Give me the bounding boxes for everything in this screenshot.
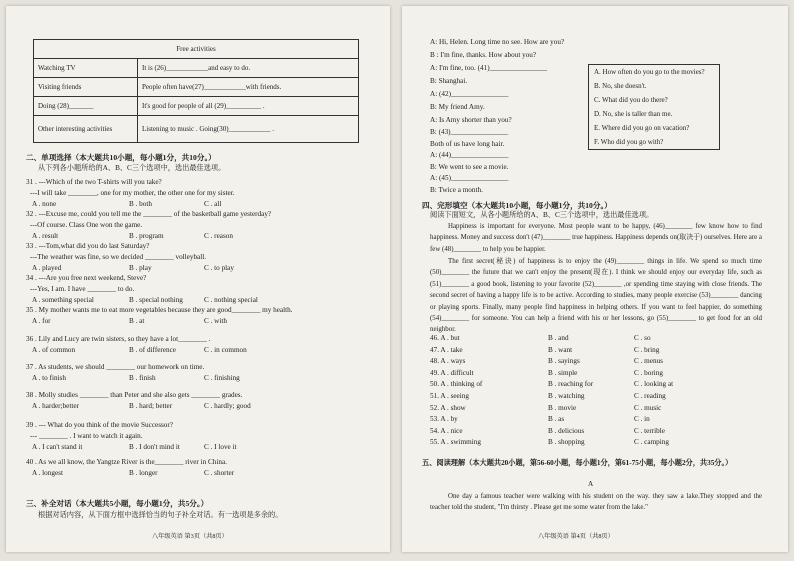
question-option[interactable]: A . played <box>32 264 62 272</box>
dialogue-line: A: Hi, Helen. Long time no see. How are you? <box>430 38 565 46</box>
cloze-option[interactable]: B . reaching for <box>548 380 594 389</box>
question-stem: --- ________ . I want to watch it again. <box>30 432 143 440</box>
dialogue-line: B: (43)________________ <box>430 128 509 136</box>
table-cell: People often have(27)____________with friends. <box>138 78 359 97</box>
cloze-option[interactable]: 52. A . show <box>430 403 466 412</box>
question-option[interactable]: B . program <box>129 232 164 240</box>
cloze-option[interactable]: C . bring <box>634 345 660 354</box>
cloze-option[interactable]: 48. A . ways <box>430 357 466 366</box>
cloze-option[interactable]: 51. A . seeing <box>430 392 469 400</box>
table-cell: Doing (28)_______ <box>34 97 138 116</box>
cloze-option[interactable]: B . and <box>548 334 569 342</box>
table-cell: Other interesting activities <box>34 116 138 143</box>
cloze-option[interactable]: B . movie <box>548 403 577 412</box>
cloze-option[interactable]: 47. A . take <box>430 345 463 354</box>
box-option: D. No, she is taller than me. <box>594 110 673 118</box>
cloze-option[interactable]: C . so <box>634 334 651 342</box>
question-option[interactable]: A . longest <box>32 469 63 477</box>
box-option: A. How often do you go to the movies? <box>594 68 705 76</box>
question-option[interactable]: A . none <box>32 200 57 208</box>
section5-title: 五、阅读理解（本大题共20小题，第56-60小题，每小题1分，第61-75小题，每小题2分，共35分。） <box>422 459 733 467</box>
question-option[interactable]: C . hardly; good <box>204 402 251 410</box>
cloze-option[interactable]: C . terrible <box>634 426 665 435</box>
right-page <box>402 6 788 552</box>
section4-instruction: 阅读下面短文，从各小题所给的A、B、C三个选项中，选出最佳选项。 <box>430 211 654 219</box>
question-stem: 38 . Molly studies ________ than Peter and she also gets ________ grades. <box>26 391 243 399</box>
dialogue-line: A: I'm fine, too. (41)________________ <box>430 64 548 72</box>
dialogue-line: Both of us have long hair. <box>430 140 505 148</box>
question-stem: 36 . Lily and Lucy are twin sisters, so they have a lot________ . <box>26 335 211 343</box>
cloze-option[interactable]: B . delicious <box>548 426 585 435</box>
question-stem: 34 . ---Are you free next weekend, Steve? <box>26 274 147 282</box>
box-option: E. Where did you go on vacation? <box>594 124 690 132</box>
question-stem: ---I will take ________, one for my mother, the other one for my sister. <box>30 189 235 197</box>
dialogue-line: B: Twice a month. <box>430 186 483 194</box>
question-stem: 39 . --- What do you think of the movie Successor? <box>26 421 173 429</box>
question-option[interactable]: C . finishing <box>204 374 240 382</box>
dialogue-line: B : I'm fine, thanks. How about you? <box>430 51 537 59</box>
dialogue-line: A: (42)________________ <box>430 90 509 98</box>
cloze-option[interactable]: B . sayings <box>548 357 580 366</box>
question-option[interactable]: C . in common <box>204 346 247 354</box>
box-option: C. What did you do there? <box>594 96 668 104</box>
options-box <box>588 64 720 150</box>
question-option[interactable]: C . with <box>204 317 227 325</box>
question-option[interactable]: A . result <box>32 232 59 240</box>
question-option[interactable]: B . play <box>129 264 152 272</box>
cloze-option[interactable]: C . looking at <box>634 380 674 389</box>
question-option[interactable]: C . all <box>204 200 222 208</box>
dialogue-line: A: Is Amy shorter than you? <box>430 116 512 124</box>
table-header: Free activities <box>34 40 359 59</box>
section2-title: 二、单项选择（本大题共10小题，每小题1分，共10分。） <box>26 153 216 162</box>
section3-title: 三、补全对话（本大题共5小题，每小题1分，共5分。） <box>26 499 209 508</box>
box-option: F. Who did you go with? <box>594 138 664 146</box>
question-option[interactable]: A . harder;better <box>32 402 79 410</box>
section3-instruction: 根据对话内容，从下面方框中选择恰当的句子补全对话。有一选项是多余的。 <box>38 511 283 519</box>
free-activities-table <box>33 39 359 143</box>
cloze-option[interactable]: C . in <box>634 415 650 424</box>
question-option[interactable]: B . both <box>129 200 152 208</box>
cloze-option[interactable]: C . music <box>634 403 662 412</box>
table-row <box>34 78 359 97</box>
table-cell: Watching TV <box>34 59 138 78</box>
question-option[interactable]: B . longer <box>129 469 158 477</box>
table-row <box>34 97 359 116</box>
question-option[interactable]: C . shorter <box>204 469 235 477</box>
cloze-option[interactable]: 54. A . nice <box>430 426 463 435</box>
question-option[interactable]: C . to play <box>204 264 234 272</box>
cloze-option[interactable]: 49. A . difficult <box>430 368 474 377</box>
page-footer-left: 八年级英语 第3页（共8页） <box>152 533 228 540</box>
question-option[interactable]: B . at <box>129 317 145 325</box>
question-stem: 33 . ---Tom,what did you do last Saturday? <box>26 242 150 250</box>
cloze-option[interactable]: C . menus <box>634 357 663 366</box>
cloze-option[interactable]: C . camping <box>634 438 669 447</box>
cloze-option[interactable]: B . as <box>548 415 565 424</box>
cloze-option[interactable]: B . watching <box>548 392 585 400</box>
cloze-option[interactable]: B . simple <box>548 368 578 377</box>
table-row <box>34 116 359 143</box>
box-option: B. No, she doesn't. <box>594 82 647 90</box>
question-option[interactable]: A . to finish <box>32 374 66 382</box>
cloze-paragraph-2: The first secret(秘诀) of happiness is to enjoy the (49)________ things in life. We spend so much time (50)________ the future that we can't enjoy the present(现在). I think we should enjoy our everyday life, such as (51)________ a good book, listening to your favorite (52)________ ,or spending time staying with close friends. The second secret of having a happy life is to be active. According to studies, many people exercise (53)________ dancing or playing sports. Finally, many people find happiness in helping others. If you want to feel happier, do something (54)________ for someone. You can help a friend with his or her lessons, go (55)________ to get food for an old neighbor. <box>430 258 762 334</box>
cloze-option[interactable]: 53. A . by <box>430 415 458 424</box>
question-option[interactable]: A . for <box>32 317 51 325</box>
question-option[interactable]: C . nothing special <box>204 296 258 304</box>
question-option[interactable]: B . of difference <box>129 346 176 354</box>
dialogue-line: A: (44)________________ <box>430 151 509 159</box>
section2-instruction: 从下列各小题所给的A、B、C三个选项中，选出最佳选项。 <box>38 164 226 172</box>
table-cell: Visiting friends <box>34 78 138 97</box>
reading-passage-a: One day a famous teacher were walking with his student on the way. they saw a lake.They stopped and the teacher told the student, "I'm thirsty . Please get me some water from the lake." <box>430 493 762 512</box>
dialogue-line: B: My friend Amy. <box>430 103 485 111</box>
table-cell: It is (26)____________and easy to do. <box>138 59 359 78</box>
table-row <box>34 59 359 78</box>
cloze-option[interactable]: B . want <box>548 345 573 354</box>
question-stem: ---Of course. Class One won the game. <box>30 221 143 229</box>
question-option[interactable]: A . something special <box>32 296 94 304</box>
cloze-option[interactable]: 55. A . swimming <box>430 438 481 447</box>
question-stem: ---Yes, I am. I have ________ to do. <box>30 285 135 293</box>
question-stem: 31 . ---Which of the two T-shirts will you take? <box>26 178 162 186</box>
question-option[interactable]: B . finish <box>129 374 156 382</box>
table-cell: It's good for people of all (29)__________ . <box>138 97 359 116</box>
page-footer-right: 八年级英语 第4页（共8页） <box>538 533 614 540</box>
question-stem: 40 . As we all know, the Yangtze River is the________ river in China. <box>26 458 227 466</box>
question-option[interactable]: C . I love it <box>204 443 237 451</box>
cloze-option[interactable]: C . reading <box>634 392 666 400</box>
cloze-option[interactable]: C . boring <box>634 368 663 377</box>
question-stem: 35 . My mother wants me to eat more vegetables because they are good________ my health. <box>26 306 293 314</box>
question-option[interactable]: B . special nothing <box>129 296 183 304</box>
question-option[interactable]: A . of common <box>32 346 76 354</box>
table-cell: Listening to music . Going(30)____________ . <box>138 116 359 143</box>
question-stem: ---The weather was fine, so we decided ________ volleyball. <box>30 253 207 261</box>
dialogue-line: B: Shanghai. <box>430 77 468 85</box>
section4-title: 四、完形填空（本大题共10小题，每小题1分，共10分。） <box>422 201 612 210</box>
dialogue-line: B: We went to see a movie. <box>430 163 509 171</box>
cloze-option[interactable]: B . shopping <box>548 438 585 447</box>
cloze-option[interactable]: 46. A . but <box>430 334 460 342</box>
question-option[interactable]: A . I can't stand it <box>32 443 83 451</box>
dialogue-line: A: (45)________________ <box>430 174 509 182</box>
question-stem: 37 . As students, we should ________ our homework on time. <box>26 363 205 371</box>
question-stem: 32 . ---Excuse me, could you tell me the ________ of the basketball game yesterday? <box>26 210 272 218</box>
passage-label: A <box>588 480 594 488</box>
cloze-paragraph-1: Happiness is important for everyone. Most people want to be happy, (46)________ few know how to find happiness. Money and success don't (47)________ true happiness. Happiness depends on(取决于) ourselves. Here are a few (48)________ to help you be happier. <box>430 223 762 253</box>
cloze-option[interactable]: 50. A . thinking of <box>430 380 483 389</box>
left-page <box>6 6 390 552</box>
question-option[interactable]: B . hard; better <box>129 402 173 410</box>
question-option[interactable]: C . reason <box>204 232 233 240</box>
question-option[interactable]: B . I don't mind it <box>129 443 180 451</box>
